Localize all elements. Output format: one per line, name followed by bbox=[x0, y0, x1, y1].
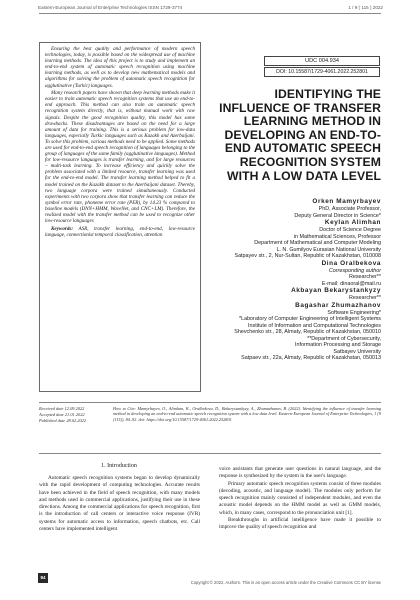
author-name: Orken Mamyrbayev bbox=[312, 198, 381, 205]
udc-code: UDC 004.934 bbox=[264, 56, 380, 66]
author-affiliation-line: Satpaev str., 22a, Almaty, Republic of Kazakhstan, 050013 bbox=[241, 355, 381, 361]
author-affiliation-line: in Mathematical Sciences, Professor bbox=[293, 233, 381, 240]
abstract-paragraph-2: Many research papers have shown that deep learning methods make it easier to train automatic speech recognition systems that use an end-to-end approach. This method can also train an automatic speech recognition system directly, that is, without manual work with raw signals. Despite the good recognition quality, this model has some drawbacks. These disadvantages are based on the need for a large amount of data for training. This is a serious problem for low-data languages, especially Turkic languages such as Kazakh and Azerbaijani. To solve this problem, various methods need to be applied. Some methods are used for end-to-end speech recognition of languages belonging to the group of languages of the same family (agglutinative languages). Method for low-resource languages is transfer learning, and for large resources – multi-task learning. To increase efficiency and quickly solve the problem associated with a limited resource, transfer learning was used for the end-to-end model. The transfer learning method helped to fit a model trained on the Kazakh dataset to the Azerbaijani dataset. Thereby, two language corpora were trained simultaneously. Conducted experiments with two corpora show that transfer learning can reduce the symbol error rate, phoneme error rate (PER), by 14.23 % compared to baseline models (DNN+HMM, WaveNet, and CNC+LM). Therefore, the realized model with the transfer method can be used to recognize other low-resource languages bbox=[45, 90, 196, 225]
accepted-date: Accepted date 21.01.2022 bbox=[39, 412, 85, 418]
author-affiliation-line: Deputy General Director in Science* bbox=[294, 212, 381, 219]
published-date: Published date 28.02.2022 bbox=[39, 418, 87, 424]
keywords-text: ASR, transfer learning, end-to-end, low-resource language, connectionist temporal classification, attention bbox=[45, 225, 195, 238]
abstract-paragraph-1: Ensuring the best quality and performance of modern speech technologies, today, is possible based on the widespread use of machine learning methods. The idea of this project is to study and implement an end-to-end system of automatic speech recognition using machine learning methods, as well as to develop new mathematical models and algorithms for solving the problem of automatic speech recognition for agglutinative (Turkic) languages. bbox=[45, 46, 195, 89]
author-affiliation-line: Information Processing and Storage bbox=[294, 342, 381, 348]
author-affiliation-line: *Laboratory of Computer Engineering of Intelligent Systems bbox=[238, 316, 381, 322]
author-affiliation-line: E-mail: dinaoral@mail.ru bbox=[321, 280, 381, 287]
how-to-cite: How to Cite: Mamyrbayev, O., Alimhan, K., Oralbekova, D., Bekarystankyzy, A., Zhumazhanov, B. (2022). Identifying the influence of transfer learning method in developing an end-to-end automatic speech recognition system with a low data level. Eastern-European Journal of Enterprise Technologies, 1 (9 (115)), 84–92. doi: https://doi.org/10.15587/1729-4061.2022.252801 bbox=[113, 406, 381, 422]
author-affiliation-line: Department of Mathematical and Computer Modeling bbox=[254, 240, 381, 246]
author-affiliation-line: Researcher** bbox=[348, 295, 381, 301]
keywords bbox=[45, 226, 195, 238]
author-affiliation-line: Institute of Information and Computational Technologies bbox=[248, 322, 381, 329]
author-list bbox=[206, 198, 381, 362]
body-paragraph: Breakthroughs in artificial intelligence have made it possible to improve the quality of speech recognition and bbox=[219, 517, 381, 531]
license-footer: Copyright © 2022, Authors. This is an open access article under the Creative Commons CC BY license bbox=[190, 580, 381, 585]
author-affiliation-line: Doctor of Science Degree bbox=[319, 227, 381, 233]
abstract-box bbox=[39, 42, 201, 392]
received-date: Received date 12.09.2022 bbox=[39, 406, 85, 411]
keywords-label: Keywords: bbox=[51, 225, 74, 232]
paper-title: IDENTIFYING THE INFLUENCE OF TRANSFER LEARNING METHOD IN DEVELOPING AN END-TO-END AUTOMATIC SPEECH RECOGNITION SYSTEM WITH A LOW DATA LEVEL bbox=[219, 87, 381, 183]
dates-divider-bottom bbox=[39, 453, 381, 454]
running-header bbox=[0, 0, 420, 14]
author-affiliation-line: PhD, Associate Professor, bbox=[318, 206, 381, 212]
section-title: 1. Introduction bbox=[101, 463, 137, 469]
author-affiliation-line: Researcher** bbox=[348, 274, 381, 280]
page-number: 84 bbox=[38, 573, 48, 583]
dates-divider-top bbox=[39, 402, 381, 403]
author-name: Dina Oralbekova bbox=[321, 259, 381, 267]
author-affiliation-line: Satbayev University bbox=[333, 348, 381, 355]
author-affiliation-line: Corresponding author bbox=[328, 267, 381, 274]
author-affiliation-line: Satpayev str., 2, Nur-Sultan, Republic of Kazakhstan, 010008 bbox=[234, 253, 381, 259]
doi-link[interactable]: DOI: 10.15587/1729-4061.2022.252801 bbox=[264, 67, 380, 77]
author-affiliation-line: Shevchenko str., 28, Almaty, Republic of Kazakhstan, 050010 bbox=[234, 329, 381, 335]
author-name: Keylan Alimhan bbox=[324, 219, 381, 226]
header-divider bbox=[39, 13, 381, 14]
author-name: Bagashar Zhumazhanov bbox=[295, 301, 381, 309]
body-paragraph: voice assistants that generate user questions in natural language, and the response is synthesized by the system in the user's language. bbox=[219, 466, 381, 480]
body-paragraph: Primary automatic speech recognition systems consist of three modules (decoding, acoustic, and language model). The modules only perform for speech recognition mainly consisted of independent modules, and even the acoustic model depends on the HMM model as well as GMM models, which, in many cases, correspond to the pronunciation unit [1]. bbox=[219, 480, 381, 516]
journal-name: Eastern-European Journal of Enterprise Technologies ISSN 1729-3774 bbox=[38, 5, 183, 10]
author-affiliation-line: Software Engineering* bbox=[327, 309, 381, 316]
issue-number: 1 / 9 ( 115 ) 2022 bbox=[348, 5, 383, 10]
author-affiliation-line: **Department of Cybersecurity, bbox=[307, 335, 381, 342]
body-paragraph: Automatic speech recognition systems began to develop dynamically with the rapid development of computing technologies. Accurate results have been achieved in the field of speech recognition, with many models and methods used in commercial applications, justifying their use in these directions. Among the commercial applications for speech recognition, first is the introduction of call centers or interactive voice response (IVR) systems for automatic access to information, speech chatbots, etc. Call centers have implemented intelligent bbox=[39, 475, 200, 533]
author-name: Akbayan Bekarystankyzy bbox=[291, 287, 381, 294]
author-affiliation-line: L. N. Gumilyov Eurasian National University bbox=[276, 246, 381, 253]
body-column-left bbox=[39, 475, 200, 533]
body-column-right bbox=[219, 466, 381, 532]
publication-dates bbox=[39, 406, 104, 425]
